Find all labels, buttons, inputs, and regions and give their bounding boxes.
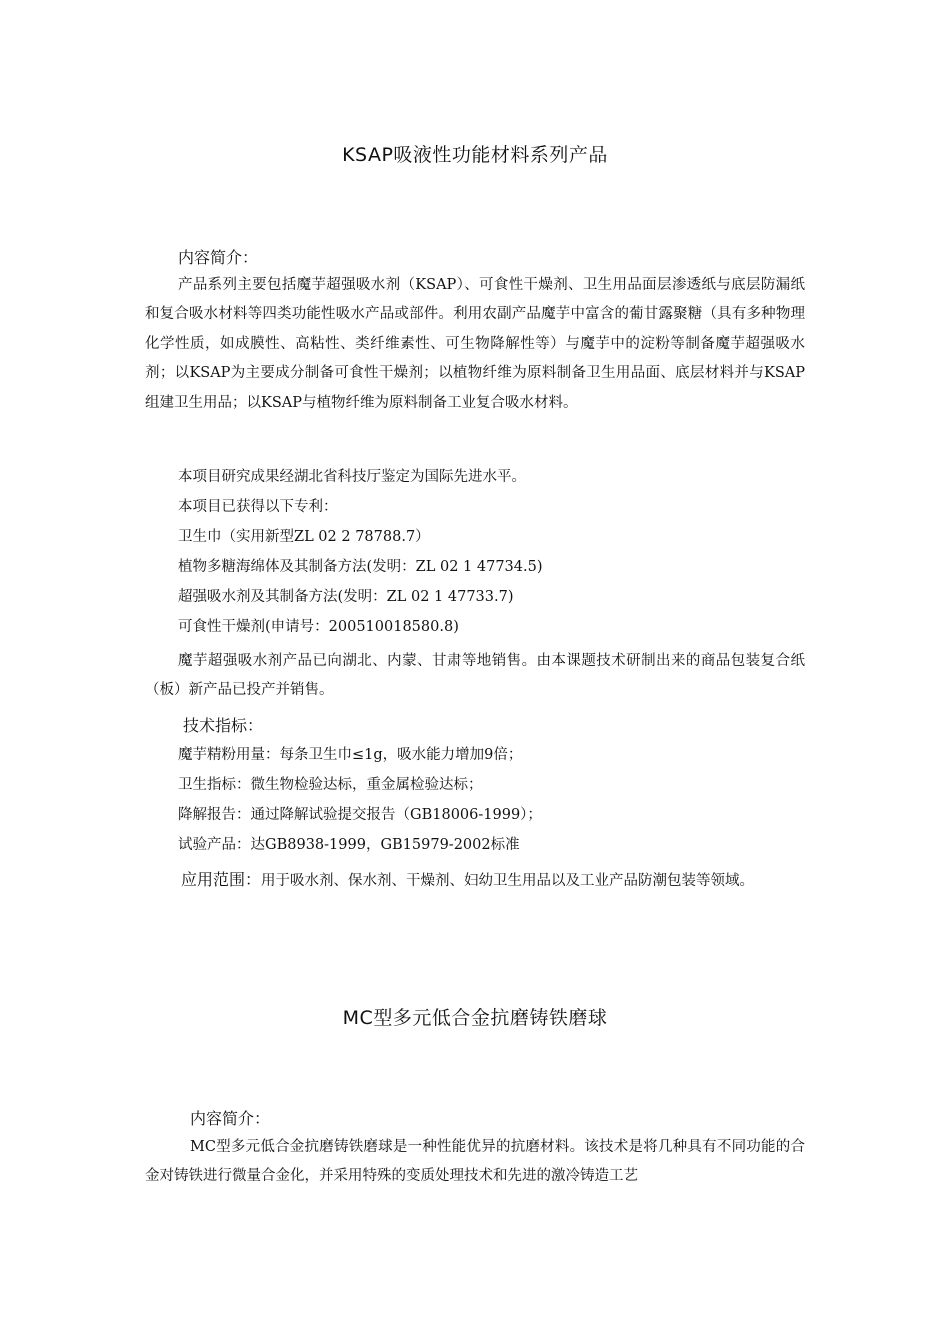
section2-intro-heading: 内容简介： (190, 1109, 271, 1128)
patent-item: 可食性干燥剂(申请号：200510018580.8) (178, 619, 459, 635)
application-paragraph (145, 865, 805, 896)
tech-heading: 技术指标： (183, 716, 264, 735)
patent-item: 卫生巾（实用新型ZL 02 2 78788.7） (178, 529, 430, 545)
application-heading: 应用范围： (181, 870, 262, 889)
tech-item: 魔芋精粉用量：每条卫生巾≤1g，吸水能力增加9倍； (178, 747, 523, 763)
section1-title: KSAP吸液性功能材料系列产品 (342, 144, 608, 166)
patent-item: 超强吸水剂及其制备方法(发明：ZL 02 1 47733.7) (178, 589, 514, 605)
tech-item: 试验产品：达GB8938-1999，GB15979-2002标准 (178, 837, 520, 853)
patent-item: 植物多糖海绵体及其制备方法(发明：ZL 02 1 47734.5) (178, 559, 543, 575)
section2-intro-text: MC型多元低合金抗磨铸铁磨球是一种性能优异的抗磨材料。该技术是将几种具有不同功能的合金对铸铁进行微量合金化，并采用特殊的变质处理技术和先进的激冷铸造工艺 (145, 1139, 805, 1185)
sales-text: 魔芋超强吸水剂产品已向湖北、内蒙、甘肃等地销售。由本课题技术研制出来的商品包装复合纸（板）新产品已投产并销售。 (145, 653, 805, 699)
appraisal-text: 本项目研究成果经湖北省科技厅鉴定为国际先进水平。 (178, 469, 526, 485)
tech-item: 降解报告：通过降解试验提交报告（GB18006-1999）； (178, 807, 542, 823)
tech-item: 卫生指标：微生物检验达标，重金属检验达标； (178, 777, 483, 793)
section1-intro-text: 产品系列主要包括魔芋超强吸水剂（KSAP）、可食性干燥剂、卫生用品面层渗透纸与底层防漏纸和复合吸水材料等四类功能性吸水产品或部件。利用农副产品魔芋中富含的葡甘露聚糖（具有多种物理化学性质，如成膜性、高粘性、类纤维素性、可生物降解性等）与魔芋中的淀粉等制备魔芋超强吸水剂；以KSAP为主要成分制备可食性干燥剂；以植物纤维为原料制备卫生用品面、底层材料并与KSAP组建卫生用品；以KSAP与植物纤维为原料制备工业复合吸水材料。 (145, 277, 805, 411)
section2-title: MC型多元低合金抗磨铸铁磨球 (342, 1007, 608, 1029)
application-text: 用于吸水剂、保水剂、干燥剂、妇幼卫生用品以及工业产品防潮包装等领域。 (261, 873, 755, 889)
section1-intro-heading: 内容简介： (178, 248, 259, 267)
patents-intro: 本项目已获得以下专利： (178, 499, 338, 515)
